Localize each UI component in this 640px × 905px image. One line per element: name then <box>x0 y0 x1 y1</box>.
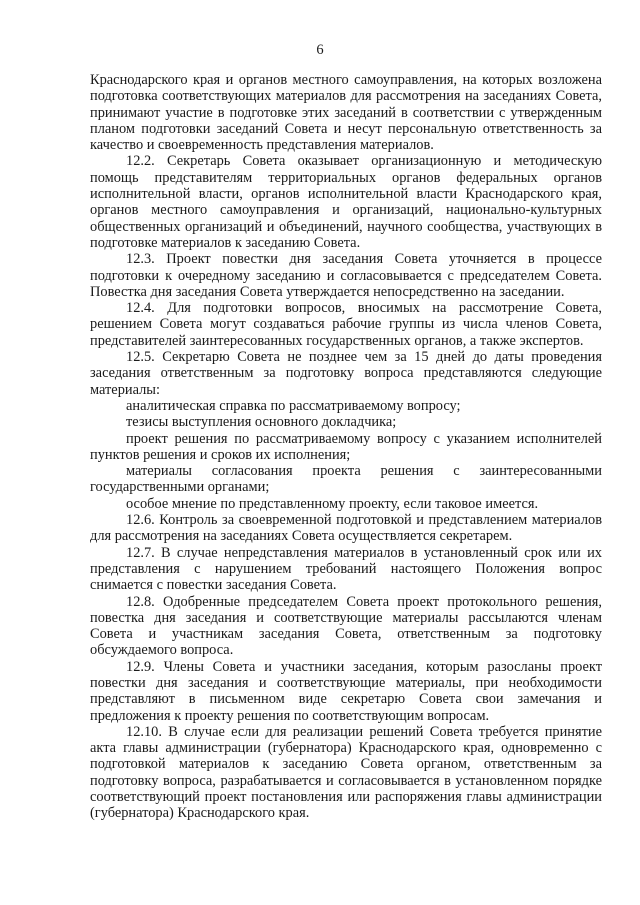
list-item: тезисы выступления основного докладчика; <box>126 414 397 431</box>
paragraph-12-9: 12.9. Члены Совета и участники заседания, которым разосланы проект повестки дня заседания и соответствующие материалы, при необходимости представляют в письменном виде секретарю Совета свои замечания и предложения к проекту решения по соответствующим вопросам. <box>90 658 602 724</box>
page-number: 6 <box>316 42 324 58</box>
paragraph-12-8: 12.8. Одобренные председателем Совета проект протокольного решения, повестка дня заседания и соответствующие материалы рассылаются членам Совета и участникам заседания Совета, ответственным за подготовку обсуждаемого вопроса. <box>90 593 602 659</box>
paragraph-12-4: 12.4. Для подготовки вопросов, вносимых на рассмотрение Совета, решением Совета могут создаваться рабочие группы из числа членов Совета, представителей заинтересованных государственных органов, а также экспертов. <box>90 300 602 349</box>
paragraph-12-6: 12.6. Контроль за своевременной подготовкой и представлением материалов для рассмотрения на заседаниях Совета осуществляется секретарем. <box>90 512 602 545</box>
list-item: особое мнение по представленному проекту, если таковое имеется. <box>126 495 539 512</box>
list-item: материалы согласования проекта решения с заинтересованными государственными органами; <box>90 463 602 496</box>
paragraph-12-10: 12.10. В случае если для реализации решений Совета требуется принятие акта главы администрации (губернатора) Краснодарского края, одновременно с подготовкой материалов к заседанию Совета органом, ответственным за подготовку вопроса, разрабатывается и согласовывается в установленном порядке соответствующий проект постановления или распоряжения главы администрации (губернатора) Краснодарского края. <box>90 723 602 822</box>
paragraph-12-3: 12.3. Проект повестки дня заседания Совета уточняется в процессе подготовки к очередному заседанию и согласовывается с председателем Совета. Повестка дня заседания Совета утверждается непосредственно на заседании. <box>90 251 602 300</box>
document-body <box>90 72 602 822</box>
list-item: аналитическая справка по рассматриваемому вопросу; <box>126 397 461 414</box>
paragraph-continuation: Краснодарского края и органов местного самоуправления, на которых возложена подготовка соответствующих материалов для рассмотрения на заседаниях Совета, принимают участие в подготовке этих заседаний в соответствии с утвержденным планом подготовки заседаний Совета и несут персональную ответственность за качество и своевременность представления материалов. <box>90 72 602 154</box>
paragraph-12-5: 12.5. Секретарю Совета не позднее чем за 15 дней до даты проведения заседания ответственным за подготовку вопроса представляются следующие материалы: <box>90 349 602 398</box>
paragraph-12-7: 12.7. В случае непредставления материалов в установленный срок или их представления с нарушением требований настоящего Положения вопрос снимается с повестки заседания Совета. <box>90 544 602 594</box>
paragraph-12-2: 12.2. Секретарь Совета оказывает организационную и методическую помощь представителям территориальных органов федеральных органов исполнительной власти, органов исполнительной власти Краснодарского края, органов местного самоуправления и организаций, национально-культурных общественных организаций и объединений, научного сообщества, участвующих в подготовке материалов к заседанию Совета. <box>90 153 602 251</box>
list-item: проект решения по рассматриваемому вопросу с указанием исполнителей пунктов решения и сроков их исполнения; <box>90 430 602 463</box>
